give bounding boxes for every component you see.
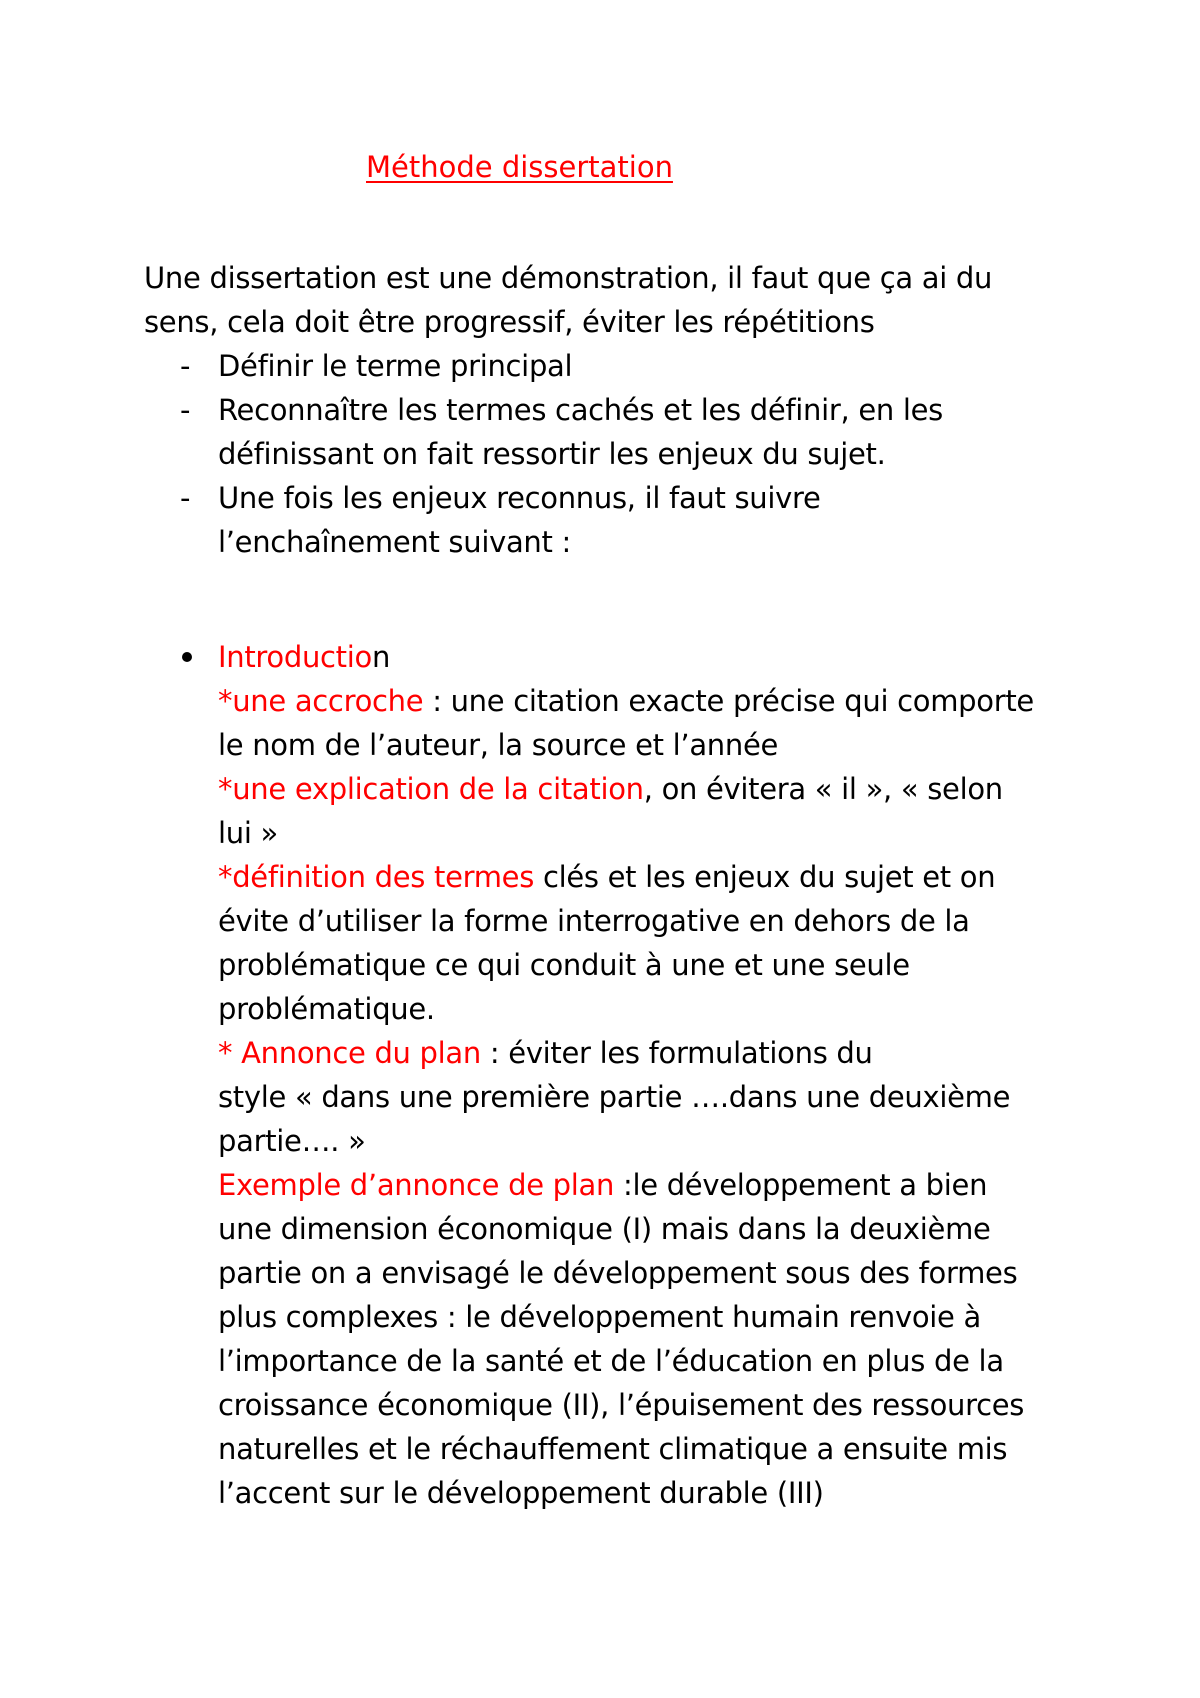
dash-item-1-line-1: Définir le terme principal [218,349,573,383]
explication-line-1 [218,767,1003,811]
introduction-heading [218,635,390,679]
annonce-line-3: partie…. » [218,1124,366,1158]
introduction-heading-black: n [371,640,391,674]
exemple-label: Exemple d’annonce de plan [218,1168,615,1202]
dash-item-2-line-1: Reconnaître les termes cachés et les définir, en les [218,393,943,427]
dash-marker: - [180,349,191,383]
intro-line-2: sens, cela doit être progressif, éviter les répétitions [144,305,875,339]
definition-label: *définition des termes [218,860,535,894]
introduction-heading-red: Introductio [218,640,372,674]
exemple-line-5: l’importance de la santé et de l’éducation en plus de la [218,1344,1004,1378]
dash-item-3-line-1: Une fois les enjeux reconnus, il faut suivre [218,481,821,515]
definition-text: clés et les enjeux du sujet et on [534,860,996,894]
dash-item-2-line-2: définissant on fait ressortir les enjeux du sujet. [218,437,886,471]
definition-line-4: problématique. [218,992,435,1026]
annonce-label: * Annonce du plan [218,1036,481,1070]
exemple-line-8: l’accent sur le développement durable (III) [218,1476,824,1510]
bullet-icon [182,652,192,662]
exemple-line-2: une dimension économique (I) mais dans la deuxième [218,1212,991,1246]
exemple-line-6: croissance économique (II), l’épuisement des ressources [218,1388,1025,1422]
accroche-line-2: le nom de l’auteur, la source et l’année [218,728,779,762]
annonce-line-1 [218,1031,873,1075]
dash-marker: - [180,393,191,427]
dash-item-3-line-2: l’enchaînement suivant : [218,525,571,559]
explication-label: *une explication de la citation [218,772,644,806]
definition-line-2: évite d’utiliser la forme interrogative en dehors de la [218,904,970,938]
exemple-line-1 [218,1163,987,1207]
exemple-line-7: naturelles et le réchauffement climatique a ensuite mis [218,1432,1008,1466]
intro-line-1: Une dissertation est une démonstration, il faut que ça ai du [144,261,993,295]
dash-marker: - [180,481,191,515]
annonce-line-2: style « dans une première partie ….dans une deuxième [218,1080,1011,1114]
exemple-text: :le développement a bien [614,1168,988,1202]
definition-line-1 [218,855,995,899]
exemple-line-4: plus complexes : le développement humain renvoie à [218,1300,981,1334]
accroche-text: : une citation exacte précise qui comporte [423,684,1034,718]
explication-line-2: lui » [218,816,278,850]
accroche-line-1 [218,679,1034,723]
page-title: Méthode dissertation [366,150,673,184]
annonce-text: : éviter les formulations du [480,1036,873,1070]
exemple-line-3: partie on a envisagé le développement sous des formes [218,1256,1018,1290]
accroche-label: *une accroche [218,684,424,718]
explication-text: , on évitera « il », « selon [643,772,1003,806]
definition-line-3: problématique ce qui conduit à une et une seule [218,948,910,982]
